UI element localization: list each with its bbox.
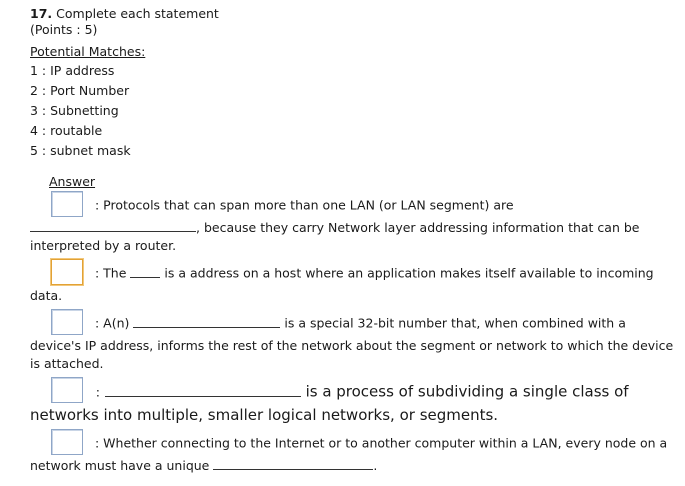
answer-input-1[interactable] [51,191,83,217]
statement-1-blank [30,219,196,232]
question-container [30,6,675,475]
match-item: 3 : Subnetting [30,103,119,118]
statement-1-part1: : Protocols that can span more than one LAN (or LAN segment) are [94,197,514,213]
match-number: 5 [30,143,38,158]
statement-5 [30,431,675,475]
question-points: (Points : 5) [30,22,98,37]
statement-1 [30,193,675,255]
match-item: 5 : subnet mask [30,143,131,158]
statement-1-part2: , because they carry Network layer addressing information that can be interpreted by a router. [30,220,640,253]
statement-4 [30,379,675,426]
statement-4-blank [105,384,301,397]
statement-5-blank [213,457,373,470]
statement-2-part1: : The [94,265,127,281]
match-number: 3 [30,103,38,118]
statement-5-part1: : Whether connecting to the Internet or to another computer within a LAN, every node on a network must have a unique [30,435,668,473]
answer-input-5[interactable] [51,429,83,455]
answer-input-2[interactable] [51,259,83,285]
statement-3-blank [133,315,280,328]
answer-input-4[interactable] [51,377,83,403]
question-number: 17. [30,6,53,21]
match-item: 2 : Port Number [30,83,130,98]
statement-3-part1: : A(n) [94,315,130,331]
match-text: subnet mask [50,143,131,158]
statement-4-part2: is a process of subdividing a single class of networks into multiple, smaller logical networks, or segments. [30,382,629,424]
match-text: Port Number [50,83,130,98]
statement-3 [30,311,675,373]
statement-2 [30,261,675,305]
match-text: routable [50,123,103,138]
match-text: IP address [50,63,115,78]
match-item: 4 : routable [30,123,103,138]
statement-5-part2: . [373,458,378,473]
question-title: Complete each statement [56,6,219,21]
question-header [30,6,675,22]
answer-input-3[interactable] [51,309,83,335]
answer-label: Answer [49,174,96,189]
match-number: 4 [30,123,38,138]
match-item: 1 : IP address [30,63,115,78]
statement-3-part2: is a special 32-bit number that, when combined with a device's IP address, informs the rest of the network about the segment or network to which the device is attached. [30,315,674,371]
match-text: Subnetting [50,103,119,118]
statement-2-blank [130,265,160,278]
match-number: 1 [30,63,38,78]
match-number: 2 [30,83,38,98]
statement-4-part1: : [95,384,100,400]
potential-matches-label: Potential Matches: [30,44,146,59]
statement-2-part2: is a address on a host where an application makes itself available to incoming data. [30,265,654,303]
potential-matches-list [30,61,675,161]
